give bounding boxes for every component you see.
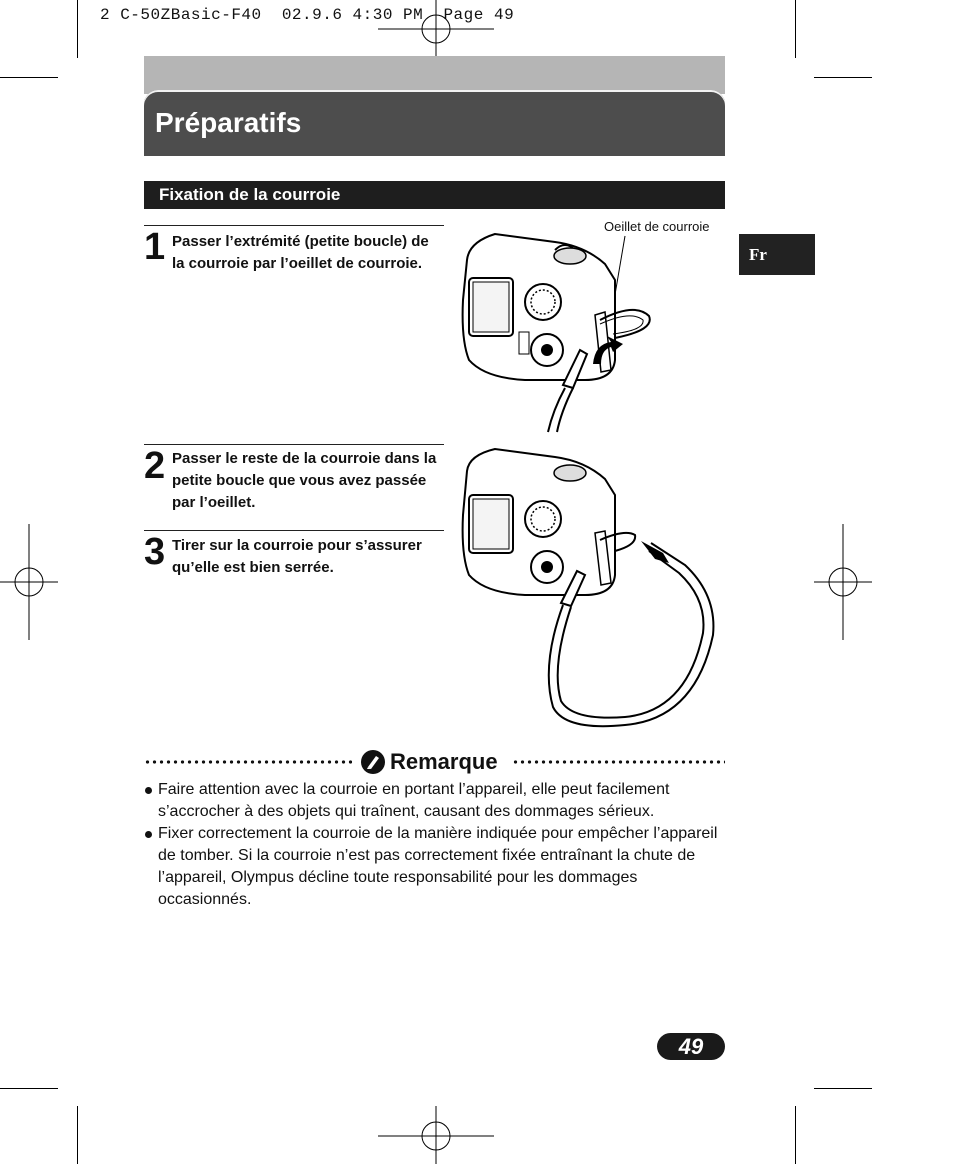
- registration-mark-top: [378, 0, 494, 58]
- camera-strap-illustration-1: [455, 220, 725, 435]
- registration-mark-right: [814, 524, 872, 640]
- camera-strap-illustration-2: [455, 445, 725, 735]
- language-tab-label: Fr: [749, 245, 767, 264]
- registration-mark-left: [0, 524, 58, 640]
- step-1-rule: [144, 225, 444, 226]
- printer-slug-line: 2 C-50ZBasic-F40 02.9.6 4:30 PM Page 49: [100, 6, 515, 24]
- note-bullet-1: [145, 787, 152, 794]
- registration-mark-bottom: [378, 1106, 494, 1164]
- note-label: Remarque: [390, 749, 498, 774]
- language-tab: [739, 234, 815, 275]
- title-band: [144, 56, 725, 94]
- section-title: Fixation de la courroie: [159, 185, 341, 204]
- dotted-rule-right: [512, 760, 725, 764]
- note-item-2: Fixer correctement la courroie de la manière indiquée pour empêcher l’appareil de tomber. Si la courroie n’est pas correctement fixée entraînant la chute de l’appareil, Olympus décline toute responsabilité pour les dommages occasionnés.: [158, 825, 718, 908]
- step-3-text: Tirer sur la courroie pour s’assurer qu’elle est bien serrée.: [172, 537, 422, 576]
- page-title: Préparatifs: [155, 107, 302, 138]
- step-1-text: Passer l’extrémité (petite boucle) de la courroie par l’oeillet de courroie.: [172, 233, 429, 272]
- note-pencil-icon: [360, 749, 386, 775]
- dotted-rule-left: [144, 760, 352, 764]
- strap-eyelet-caption: Oeillet de courroie: [604, 219, 710, 234]
- step-1-number: 1: [144, 226, 166, 268]
- page-number: 49: [657, 1033, 725, 1060]
- note-header: [144, 748, 725, 778]
- step-2-text: Passer le reste de la courroie dans la petite boucle que vous avez passée par l’oeillet.: [172, 450, 437, 511]
- step-2-number: 2: [144, 445, 166, 487]
- step-3-number: 3: [144, 531, 166, 573]
- step-2-rule: [144, 444, 444, 445]
- note-bullet-2: [145, 831, 152, 838]
- step-3-rule: [144, 530, 444, 531]
- note-item-1: Faire attention avec la courroie en portant l’appareil, elle peut facilement s’accrocher à des objets qui traînent, causant des dommages sérieux.: [158, 781, 670, 820]
